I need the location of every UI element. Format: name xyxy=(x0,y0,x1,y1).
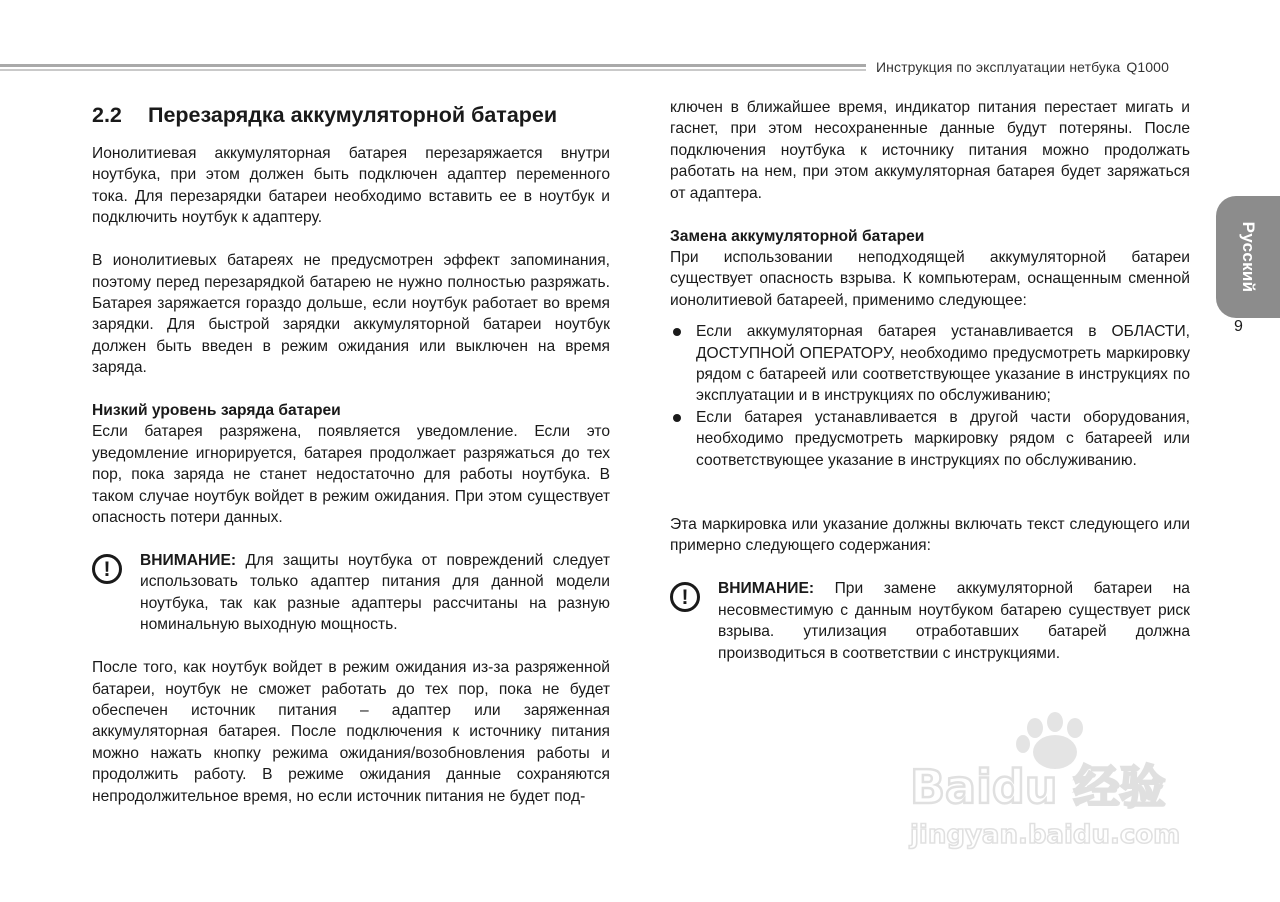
section-title: Перезарядка аккумуляторной батареи xyxy=(148,103,558,127)
paragraph: Ионолитиевая аккумуляторная батарея перезаряжается внутри ноутбука, при этом должен быть подключен адаптер переменного тока. Для перезарядки батареи необходимо вставить ее в ноутбук и подключить ноутбук к адаптеру. xyxy=(92,145,610,227)
paragraph: ключен в ближайшее время, индикатор питания перестает мигать и гаснет, при этом несохраненные данные будут потеряны. После подключения ноутбука к источнику питания можно продолжать работать на нем, при этом аккумуляторная батарея будет заряжаться от адаптера. xyxy=(670,99,1190,202)
bullet-dot-icon xyxy=(673,328,681,336)
page-number: 9 xyxy=(1234,318,1243,335)
manual-title: Инструкция по эксплуатации нетбука xyxy=(876,59,1121,75)
warning-label: ВНИМАНИЕ: xyxy=(718,580,815,598)
exclamation-icon: ! xyxy=(670,582,700,612)
warning-block xyxy=(92,550,610,636)
paragraph: В ионолитиевых батареях не предусмотрен эффект запоминания, поэтому перед перезарядкой батарею не нужно полностью разряжать. Батарея заряжается гораздо дольше, если ноутбук работает во время зарядки. Для быстрой зарядки аккумуляторной батареи ноутбук должен быть введен в режим ожидания или выключен на время заряда. xyxy=(92,252,610,377)
svg-text:Baidu 经验: Baidu 经验 xyxy=(910,760,1166,814)
list-item: Если аккумуляторная батарея устанавливается в ОБЛАСТИ, ДОСТУПНОЙ ОПЕРАТОРУ, необходимо предусмотреть маркировку рядом с батареей или соответствующее указание в инструкциях по эксплуатации и в инструкциях по обслуживанию; xyxy=(670,321,1190,407)
subheading-replace-battery: Замена аккумуляторной батареи xyxy=(670,227,925,245)
baidu-watermark xyxy=(905,708,1205,858)
section-number: 2.2 xyxy=(92,103,122,127)
model-name: Q1000 xyxy=(1126,59,1169,75)
section-heading xyxy=(92,101,610,129)
running-header xyxy=(876,59,1169,75)
paw-logo-icon xyxy=(905,708,1205,858)
paragraph: Эта маркировка или указание должны включать текст следующего или примерно следующего содержания: xyxy=(670,516,1190,555)
warning-text: При замене аккумуляторной батареи на несовместимую с данным ноутбуком батарею существует риск взрыва. утилизация отработавших батарей должна производиться в соответствии с инструкциями. xyxy=(718,580,1190,662)
warning-block xyxy=(670,578,1190,664)
paragraph: Если батарея разряжена, появляется уведомление. Если это уведомление игнорируется, батарея продолжает разряжаться до тех пор, пока заряда не станет недостаточно для работы ноутбука. В таком случае ноутбук войдет в режим ожидания. При этом существует опасность потери данных. xyxy=(92,423,610,527)
warning-text: Для защиты ноутбука от повреждений следует использовать только адаптер питания для данной модели ноутбука, так как разные адаптеры рассчитаны на разную номинальную выходную мощность. xyxy=(140,552,610,634)
right-column xyxy=(670,97,1190,664)
bullet-dot-icon xyxy=(673,414,681,422)
header-rule xyxy=(0,64,866,67)
svg-text:jingyan.baidu.com: jingyan.baidu.com xyxy=(910,820,1181,850)
header-rule-thin xyxy=(0,69,866,71)
exclamation-icon: ! xyxy=(92,554,122,584)
paragraph: После того, как ноутбук войдет в режим ожидания из-за разряженной батареи, ноутбук не сможет работать до тех пор, пока не будет обеспечен источник питания – адаптер или заряженная аккумуляторная батарея. После подключения к источнику питания можно нажать кнопку режима ожидания/возобновления работы и продолжить работу. В режиме ожидания данные сохраняются непродолжительное время, но если источник питания не будет под- xyxy=(92,659,610,805)
subheading-low-charge: Низкий уровень заряда батареи xyxy=(92,402,341,420)
language-tab[interactable] xyxy=(1216,196,1280,318)
left-column xyxy=(92,98,610,807)
language-label: Русский xyxy=(1239,221,1258,293)
list-item: Если батарея устанавливается в другой части оборудования, необходимо предусмотреть маркировку рядом с батареей или соответствующее указание в инструкциях по обслуживанию. xyxy=(670,407,1190,471)
paragraph: При использовании неподходящей аккумуляторной батареи существует опасность взрыва. К компьютерам, оснащенным сменной ионолитиевой батареей, применимо следующее: xyxy=(670,248,1190,309)
warning-label: ВНИМАНИЕ: xyxy=(140,552,237,569)
bullet-list xyxy=(670,321,1190,471)
